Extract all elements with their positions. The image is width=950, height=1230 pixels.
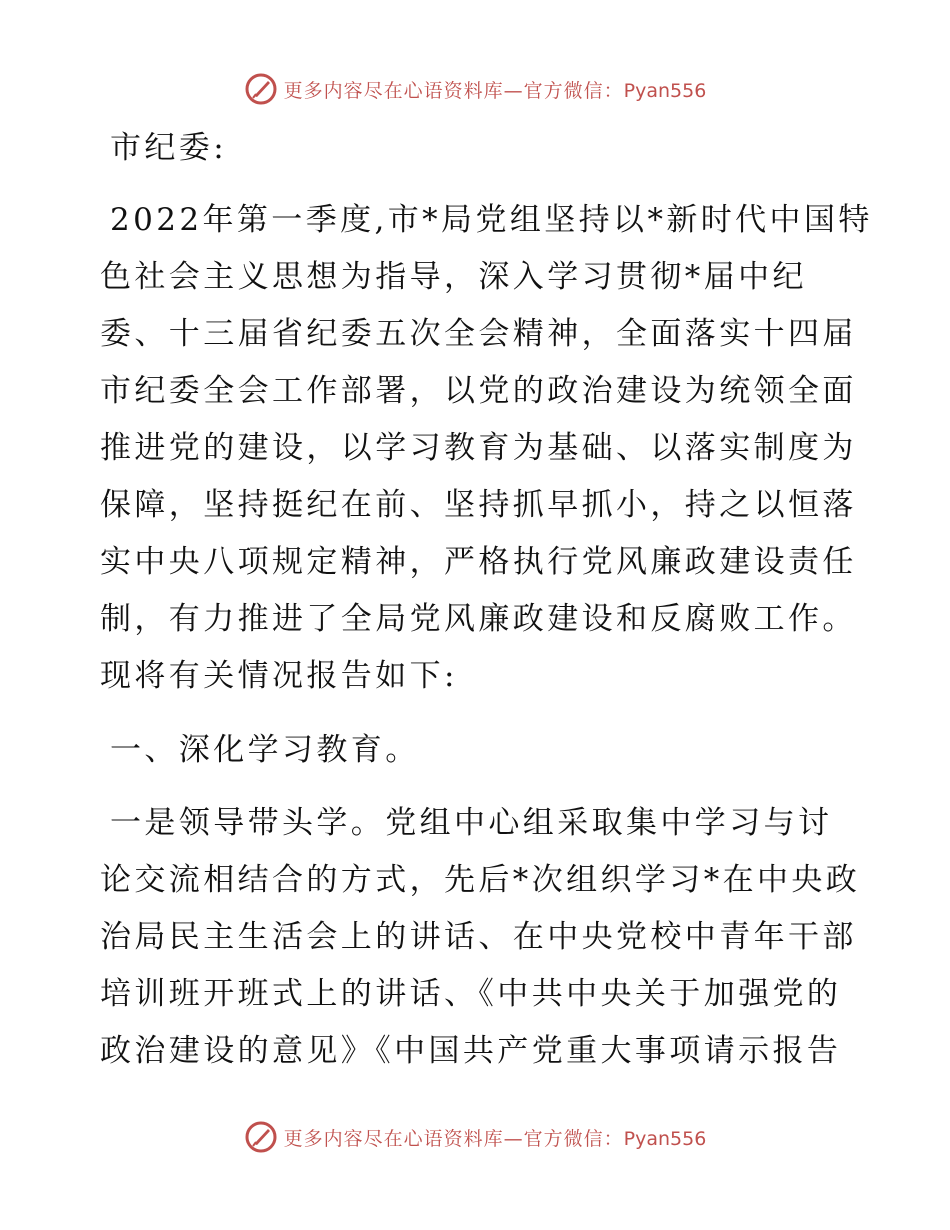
paragraph1-line-9: 现将有关情况报告如下: [100,658,458,694]
watermark-text: 更多内容尽在心语资料库—官方微信：Pyan556 [283,1127,707,1150]
salutation: 市纪委: [110,130,228,166]
section1-heading: 一、深化学习教育。 [110,732,420,768]
paragraph1-line-5: 推进党的建设，以学习教育为基础、以落实制度为 [100,430,857,466]
paragraph1-line-2: 色社会主义思想为指导，深入学习贯彻*届中纪 [100,259,807,295]
watermark-text: 更多内容尽在心语资料库—官方微信：Pyan556 [283,79,707,102]
paragraph1-line-6: 保障，坚持挺纪在前、坚持抓早抓小，持之以恒落 [100,487,857,523]
paragraph2-line-5: 政治建设的意见》《中国共产党重大事项请示报告 [100,1033,842,1069]
paragraph2-line-3: 治局民主生活会上的讲话、在中央党校中青年干部 [100,919,857,955]
quill-logo-icon [244,1120,278,1154]
paragraph2-line-2: 论交流相结合的方式，先后*次组织学习*在中央政 [100,862,861,898]
paragraph2-line-1: 一是领导带头学。党组中心组采取集中学习与讨 [110,805,833,841]
quill-logo-icon [244,72,278,106]
watermark-wechat-id: Pyan556 [623,1127,707,1150]
watermark-wechat-id: Pyan556 [623,79,707,102]
paragraph1-line-3: 委、十三届省纪委五次全会精神，全面落实十四届 [100,316,857,352]
paragraph1-line-8: 制，有力推进了全局党风廉政建设和反腐败工作。 [100,601,857,637]
paragraph1-line-4: 市纪委全会工作部署，以党的政治建设为统领全面 [100,373,857,409]
paragraph1-line-7: 实中央八项规定精神，严格执行党风廉政建设责任 [100,544,857,580]
watermark-footer [0,1120,950,1154]
watermark-header [0,72,950,106]
paragraph2-line-4: 培训班开班式上的讲话、《中共中央关于加强党的 [100,976,842,1012]
paragraph1-line-1: 2022年第一季度,市*局党组坚持以*新时代中国特 [110,202,873,238]
